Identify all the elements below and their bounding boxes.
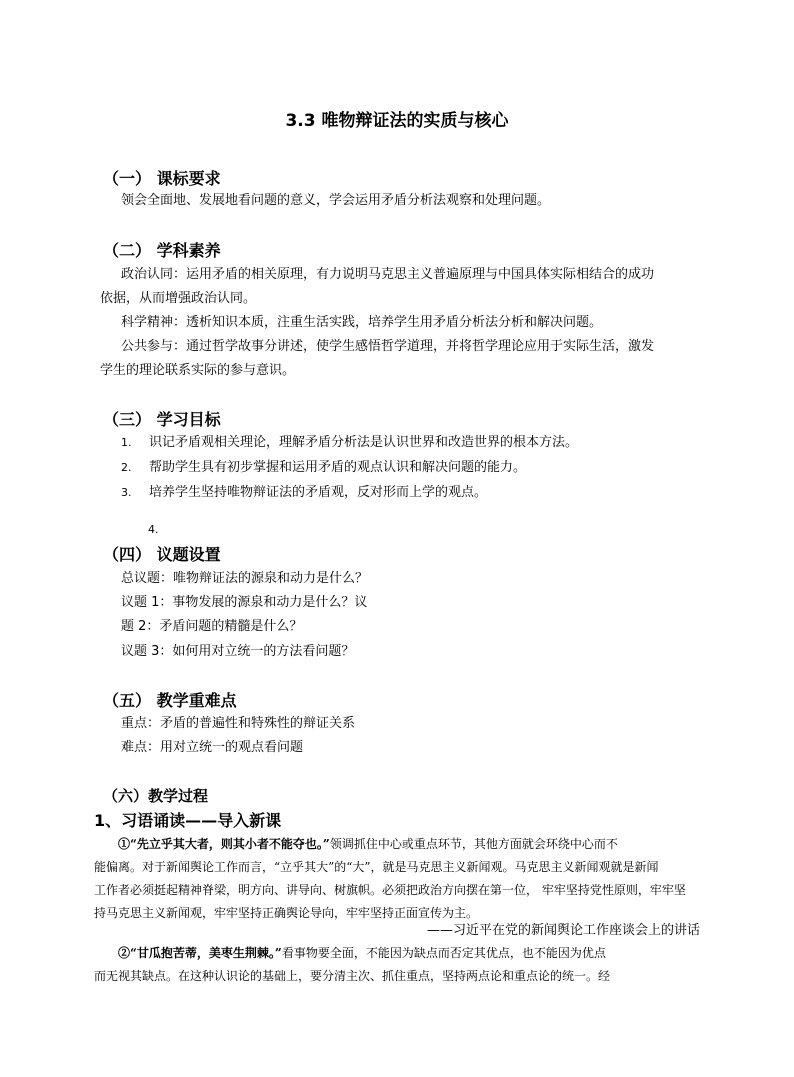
objective-number: 3. [121, 486, 132, 499]
topic-line: 议题 1：事物发展的源泉和动力是什么？议 [121, 595, 368, 610]
objective-text: 识记矛盾观相关理论，理解矛盾分析法是认识世界和改造世界的根本方法。 [149, 435, 579, 450]
literacy-science: 科学精神：透析知识本质，注重生活实践，培养学生用矛盾分析法分析和解决问题。 [121, 315, 603, 330]
difficult-point: 难点：用对立统一的观点看问题 [121, 740, 304, 755]
section-heading-process: （六）教学过程 [103, 787, 209, 805]
objective-number: 2. [121, 461, 132, 474]
section-heading-objectives: （三） 学习目标 [103, 410, 221, 429]
quote-2-highlight: ②“甘瓜抱苦蒂，美枣生荆棘。” [118, 946, 282, 960]
literacy-public-line2: 学生的理论联系实际的参与意识。 [100, 363, 296, 378]
quote-1-line3: 工作者必须挺起精神脊梁，明方向、讲导向、树旗帜。必须把政治方向摆在第一位， 牢牢坚持党性原则，牢牢坚 [94, 883, 686, 897]
literacy-political-line1: 政治认同：运用矛盾的相关原理，有力说明马克思主义普遍原理与中国具体实际相结合的成功 [121, 267, 655, 282]
quote-1-line2: 能偏离。对于新闻舆论工作而言，“立乎其大”的“大”，就是马克思主义新闻观。马克思主义新闻观就是新闻 [94, 860, 659, 874]
section-heading-curriculum: （一） 课标要求 [103, 169, 221, 188]
literacy-public-line1: 公共参与：通过哲学故事分讲述，使学生感悟哲学道理，并将哲学理论应用于实际生活，激发 [121, 339, 655, 354]
quote-1-source: ——习近平在党的新闻舆论工作座谈会上的讲话 [426, 923, 700, 938]
topic-line: 议题 3：如何用对立统一的方法看问题？ [121, 644, 355, 659]
section-heading-topics: （四） 议题设置 [103, 545, 221, 564]
objective-text: 帮助学生具有初步掌握和运用矛盾的观点认识和解决问题的能力。 [149, 460, 527, 475]
quote-1-line1: ①“先立乎其大者，则其小者不能夺也。”领调抓住中心或重点环节，其他方面就会环绕中心而不 [118, 837, 618, 851]
quote-1-highlight: ①“先立乎其大者，则其小者不能夺也。” [118, 837, 330, 851]
objective-item [121, 456, 526, 480]
section-heading-literacy: （二） 学科素养 [103, 241, 221, 260]
subsection-heading: 1、习语诵读——导入新课 [94, 811, 282, 830]
objective-item [121, 481, 487, 505]
page-title: 3.3 唯物辩证法的实质与核心 [285, 111, 509, 131]
objective-text: 培养学生坚持唯物辩证法的矛盾观，反对形而上学的观点。 [149, 485, 488, 500]
key-point: 重点：矛盾的普遍性和特殊性的辩证关系 [121, 716, 356, 731]
quote-2-line1: ②“甘瓜抱苦蒂，美枣生荆棘。”看事物要全面，不能因为缺点而否定其优点，也不能因为优点 [118, 946, 606, 960]
literacy-political-line2: 依据，从而增强政治认同。 [100, 291, 257, 306]
topic-main: 总议题：唯物辩证法的源泉和动力是什么？ [121, 571, 369, 586]
objective-number: 1. [121, 436, 132, 449]
quote-2-line2: 而无视其缺点。在这种认识论的基础上，要分清主次、抓住重点，坚持两点论和重点论的统一。经 [94, 969, 611, 983]
quote-1-line4: 持马克思主义新闻观，牢牢坚持正确舆论导向，牢牢坚持正面宣传为主。 [94, 906, 479, 920]
topic-line: 题 2：矛盾问题的精髓是什么？ [121, 619, 303, 634]
section-heading-key-points: （五） 教学重难点 [103, 691, 237, 710]
curriculum-text: 领会全面地、发展地看问题的意义，学会运用矛盾分析法观察和处理问题。 [121, 193, 551, 208]
objective-number: 4. [148, 523, 159, 536]
objective-item [121, 431, 578, 455]
